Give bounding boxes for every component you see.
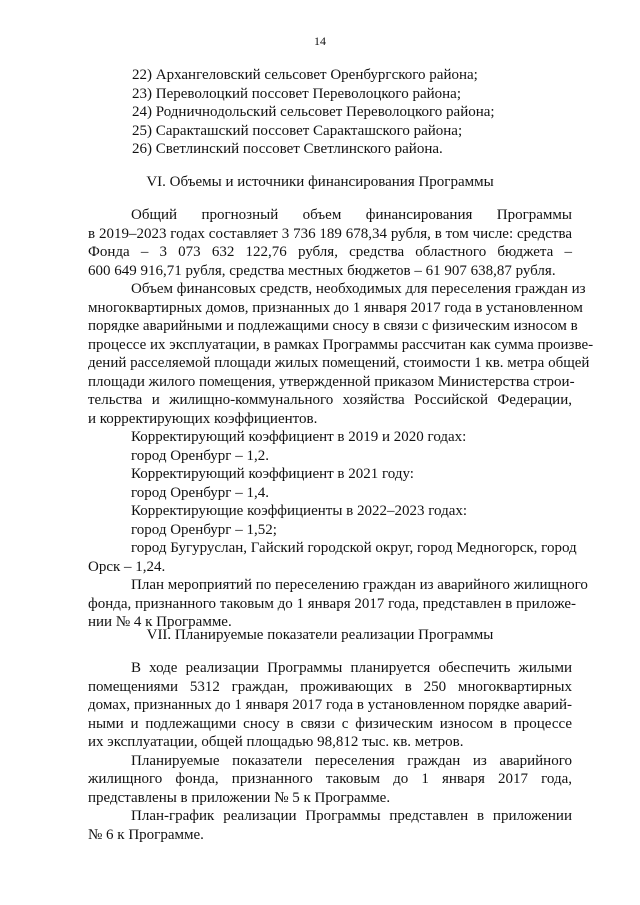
text-line: нии № 4 к Программе. — [88, 614, 232, 630]
text-line: многоквартирных домов, признанных до 1 января 2017 года в установленном — [88, 299, 583, 316]
section-heading-7: VII. Планируемые показатели реализации Программы — [146, 627, 494, 643]
text-line: помещениями 5312 граждан, проживающих в 250 многоквартирных — [88, 678, 572, 695]
section-heading-6: VI. Объемы и источники финансирования Программы — [146, 174, 494, 190]
text-line: Планируемые показатели переселения граждан из аварийного — [131, 752, 572, 769]
text-line: их эксплуатации, общей площадью 98,812 тыс. кв. метров. — [88, 734, 464, 750]
text-line: и корректирующих коэффициентов. — [88, 410, 318, 427]
list-item: 25) Саракташский поссовет Саракташского района; — [132, 122, 463, 139]
text-line: представлены в приложении № 5 к Программе. — [88, 789, 391, 806]
text-line: фонда, признанного таковым до 1 января 2017 года, представлен в приложе- — [88, 595, 577, 612]
text-line: Корректирующий коэффициент в 2021 году: — [131, 466, 414, 482]
list-item: 23) Переволоцкий поссовет Переволоцкого района; — [132, 85, 461, 102]
text-line: дений расселяемой площади жилых помещений, стоимости 1 кв. метра общей — [88, 355, 590, 371]
text-line: процессе их эксплуатации, в рамках Программы рассчитан как сумма произве- — [88, 336, 594, 353]
text-line: город Оренбург – 1,52; — [131, 521, 277, 538]
list-item: 26) Светлинский поссовет Светлинского района. — [132, 141, 443, 157]
text-line: город Оренбург – 1,4. — [131, 484, 269, 501]
text-line: План мероприятий по переселению граждан из аварийного жилищного — [131, 577, 588, 593]
page-number: 14 — [314, 34, 326, 48]
text-line: город Оренбург – 1,2. — [131, 447, 269, 464]
text-line: Общий прогнозный объем финансирования Программы — [131, 207, 572, 223]
text-line: порядке аварийными и подлежащими сносу в связи с физическим износом в — [88, 318, 578, 334]
text-line: домах, признанных до 1 января 2017 года в установленном порядке аварий- — [88, 697, 572, 713]
text-line: В ходе реализации Программы планируется обеспечить жилыми — [131, 660, 572, 676]
text-line: Фонда – 3 073 632 122,76 рубля, средства областного бюджета – — [88, 244, 572, 260]
text-line: Объем финансовых средств, необходимых для переселения граждан из — [131, 281, 586, 297]
text-line: жилищного фонда, признанного таковым до 1 января 2017 года, — [88, 771, 572, 787]
text-line: в 2019–2023 годах составляет 3 736 189 678,34 рубля, в том числе: средства — [88, 225, 572, 242]
text-line: № 6 к Программе. — [88, 826, 204, 843]
section-7-body — [88, 659, 572, 844]
text-line: План-график реализации Программы представлен в приложении — [131, 808, 572, 824]
text-line: ными и подлежащими сносу в связи с физическим износом в процессе — [88, 715, 572, 732]
list-item: 22) Архангеловский сельсовет Оренбургского района; — [132, 67, 478, 83]
text-line: Орск – 1,24. — [88, 558, 166, 575]
text-line: Корректирующие коэффициенты в 2022–2023 годах: — [131, 503, 468, 519]
list-item: 24) Родничнодольский сельсовет Переволоцкого района; — [132, 104, 495, 120]
text-line: тельства и жилищно-коммунального хозяйства Российской Федерации, — [88, 392, 572, 408]
section-6-body — [88, 206, 594, 632]
text-line: 600 649 916,71 рубля, средства местных бюджетов – 61 907 638,87 рубля. — [88, 262, 556, 279]
text-line: Корректирующий коэффициент в 2019 и 2020 годах: — [131, 429, 467, 445]
text-line: площади жилого помещения, утвержденной приказом Министерства строи- — [88, 373, 575, 390]
text-line: город Бугуруслан, Гайский городской округ, город Медногорск, город — [131, 540, 577, 556]
municipality-list — [132, 66, 495, 159]
